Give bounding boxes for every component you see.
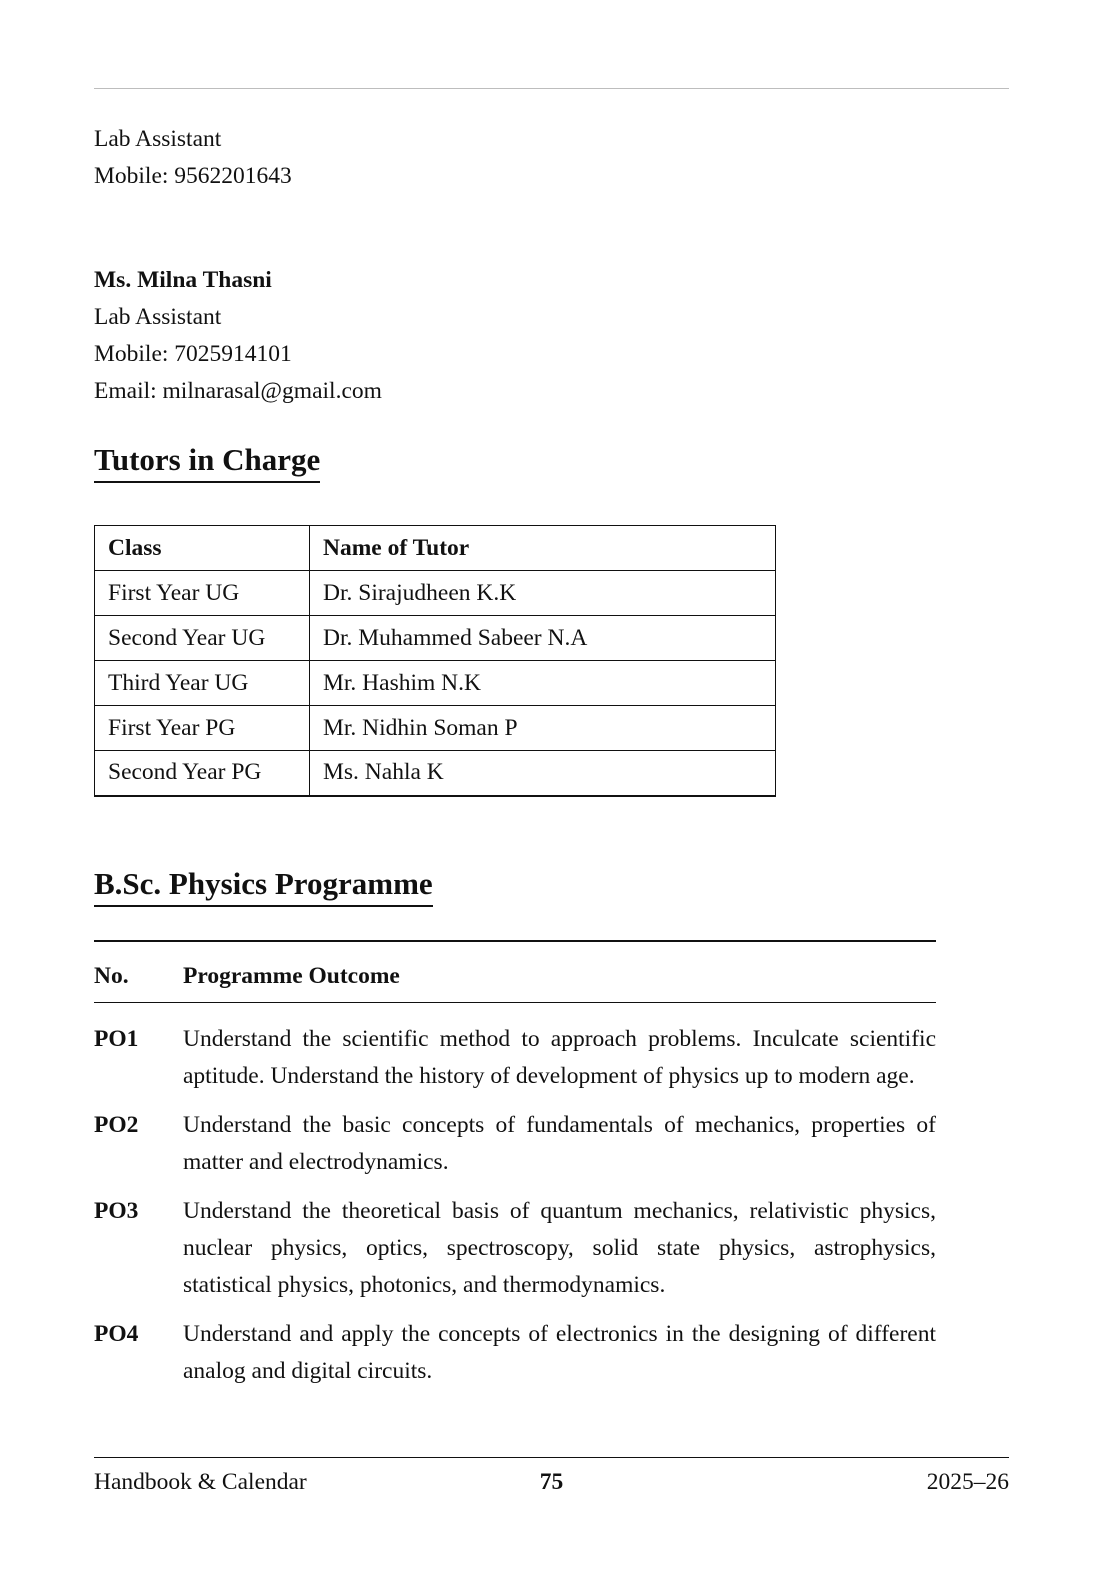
table-row — [95, 706, 776, 751]
column-header-no: No. — [94, 963, 129, 989]
contact-mobile: Mobile: 7025914101 — [94, 341, 292, 367]
table-header-row — [95, 526, 776, 571]
contact-block-milna — [94, 262, 382, 410]
contact-mobile: Mobile: 9562201643 — [94, 163, 292, 189]
programme-heading: B.Sc. Physics Programme — [94, 864, 433, 907]
list-item — [94, 1316, 936, 1390]
class-cell: First Year UG — [95, 571, 310, 616]
outcome-text: Understand and apply the concepts of electronics in the designing of different analog and digital circuits. — [183, 1321, 936, 1384]
contact-block-partial — [94, 121, 292, 195]
outcome-id: PO4 — [94, 1321, 139, 1347]
tutor-cell: Dr. Muhammed Sabeer N.A — [310, 616, 776, 661]
column-header-tutor: Name of Tutor — [310, 526, 776, 571]
contact-email: Email: milnarasal@gmail.com — [94, 378, 382, 404]
tutors-table — [94, 525, 776, 797]
footer-title: Handbook & Calendar — [94, 1469, 307, 1495]
list-item — [94, 1193, 936, 1304]
table-row — [95, 571, 776, 616]
outcome-text: Understand the theoretical basis of quantum mechanics, relativistic physics, nuclear physics, optics, spectroscopy, solid state physics, astrophysics, statistical physics, photonics, and thermodynamics. — [183, 1198, 936, 1298]
outcome-table-top-rule — [94, 940, 936, 942]
contact-role: Lab Assistant — [94, 126, 222, 152]
outcome-text: Understand the basic concepts of fundamentals of mechanics, properties of matter and electrodynamics. — [183, 1112, 936, 1175]
column-header-class: Class — [95, 526, 310, 571]
column-header-outcome: Programme Outcome — [183, 963, 400, 989]
contact-role: Lab Assistant — [94, 304, 222, 330]
list-item — [94, 1021, 936, 1095]
outcome-text: Understand the scientific method to approach problems. Inculcate scientific aptitude. Understand the history of development of physics up to modern age. — [183, 1026, 936, 1089]
tutor-cell: Mr. Hashim N.K — [310, 661, 776, 706]
class-cell: Second Year PG — [95, 751, 310, 796]
tutor-cell: Mr. Nidhin Soman P — [310, 706, 776, 751]
outcome-table-header-rule — [94, 1002, 936, 1003]
tutor-cell: Ms. Nahla K — [310, 751, 776, 796]
header-rule — [94, 88, 1009, 89]
list-item — [94, 1107, 936, 1181]
tutors-heading: Tutors in Charge — [94, 440, 320, 483]
class-cell: First Year PG — [95, 706, 310, 751]
class-cell: Second Year UG — [95, 616, 310, 661]
outcome-id: PO3 — [94, 1198, 139, 1224]
contact-name: Ms. Milna Thasni — [94, 267, 272, 293]
page — [94, 0, 1009, 1575]
class-cell: Third Year UG — [95, 661, 310, 706]
table-row — [95, 616, 776, 661]
outcome-list — [94, 1021, 936, 1402]
tutor-cell: Dr. Sirajudheen K.K — [310, 571, 776, 616]
page-number: 75 — [539, 1469, 564, 1495]
outcome-id: PO2 — [94, 1112, 139, 1138]
table-row — [95, 661, 776, 706]
footer-rule — [94, 1457, 1009, 1458]
outcome-id: PO1 — [94, 1026, 139, 1052]
footer-year: 2025–26 — [926, 1469, 1009, 1495]
table-row — [95, 751, 776, 796]
